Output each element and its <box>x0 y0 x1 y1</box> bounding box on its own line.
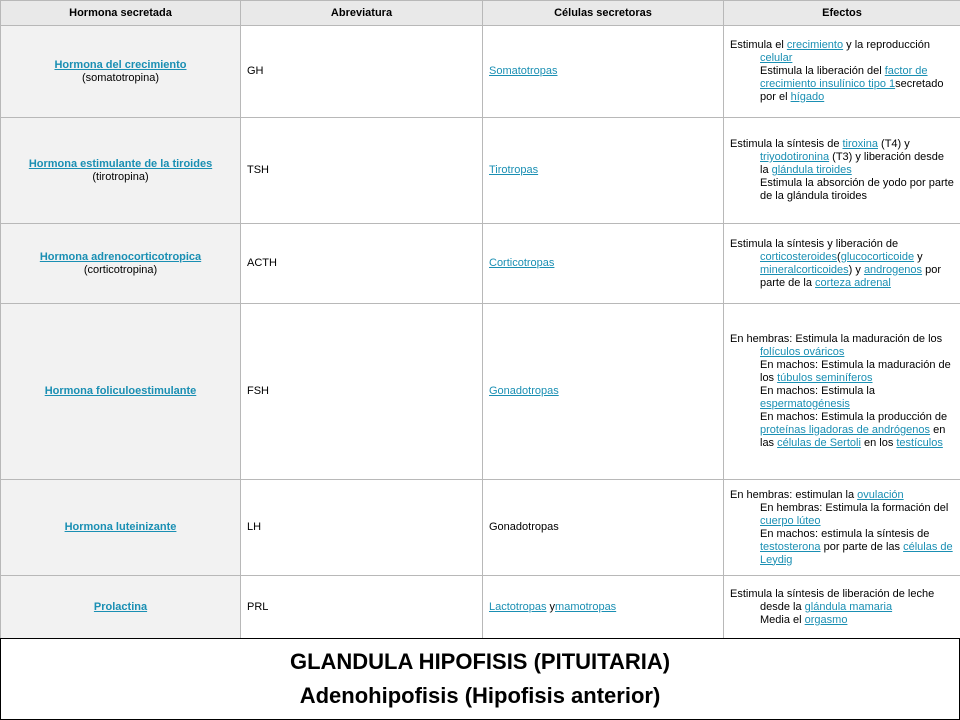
effect-line <box>730 614 954 627</box>
inline-text: por parte de las <box>820 540 904 553</box>
effect-line <box>730 359 954 385</box>
slide-subtitle: Adenohipofisis (Hipofisis anterior) <box>299 683 661 708</box>
effect-line <box>730 39 954 65</box>
secretory-cells-cell <box>483 224 724 304</box>
inline-text: y la reproducción <box>843 39 930 51</box>
inline-text: y <box>914 250 923 263</box>
inline-text: En machos: estimula la síntesis de <box>760 527 930 540</box>
header-hormona: Hormona secretada <box>1 1 241 26</box>
hormone-name-cell <box>1 576 241 640</box>
secretory-cells-cell <box>483 118 724 224</box>
inline-text: En hembras: Estimula la formación del <box>760 501 949 514</box>
effects-cell <box>724 480 960 576</box>
inline-link[interactable]: folículos ováricos <box>760 346 845 358</box>
inline-text: Gonadotropas <box>489 521 559 533</box>
inline-link[interactable]: factor de crecimiento insulínico tipo 1 <box>760 65 928 90</box>
inline-text: En machos: Estimula la maduración de los <box>760 359 951 384</box>
effect-line <box>730 238 954 290</box>
inline-text: en los <box>860 437 897 449</box>
inline-text: (T3) y liberación desde la <box>760 151 945 176</box>
inline-link[interactable]: testosterona <box>760 540 821 553</box>
hormone-name-cell <box>1 26 241 118</box>
effects-cell <box>724 304 960 480</box>
inline-text: ( <box>837 250 841 263</box>
inline-link[interactable]: mamotropas <box>555 601 617 613</box>
hormone-alias: (corticotropina) <box>83 263 158 276</box>
effect-line <box>730 177 954 203</box>
table-row <box>1 480 960 576</box>
inline-text: Estimula el <box>730 39 787 51</box>
table-row <box>1 26 960 118</box>
hormone-name-cell <box>1 118 241 224</box>
effects-cell <box>724 224 960 304</box>
inline-text: y <box>546 601 556 613</box>
hormone-name-cell <box>1 304 241 480</box>
inline-link[interactable]: orgasmo <box>804 614 848 626</box>
hormone-name-link[interactable]: Hormona luteinizante <box>64 521 177 533</box>
inline-link[interactable]: tiroxina <box>842 138 878 150</box>
inline-link[interactable]: corticosteroides <box>760 250 838 263</box>
inline-text: Media el <box>760 614 805 626</box>
hormone-name-link[interactable]: Hormona adrenocorticotropica <box>39 250 202 263</box>
inline-link[interactable]: Tirotropas <box>489 164 539 176</box>
effect-line <box>730 138 954 177</box>
inline-text: en las <box>760 424 946 449</box>
effects-cell <box>724 118 960 224</box>
inline-link[interactable]: androgenos <box>863 263 923 276</box>
inline-text: Estimula la liberación del <box>760 65 885 77</box>
hormone-alias: (tirotropina) <box>92 170 149 183</box>
inline-text: secretado por el <box>760 78 944 103</box>
inline-link[interactable]: túbulos seminíferos <box>777 372 873 384</box>
inline-link[interactable]: glucocorticoide <box>840 250 915 263</box>
inline-link[interactable]: Gonadotropas <box>489 385 559 397</box>
hormone-name-link[interactable]: Hormona del crecimiento <box>54 58 187 71</box>
effect-line <box>730 588 954 614</box>
secretory-cells-cell <box>483 576 724 640</box>
inline-link[interactable]: Lactotropas <box>489 601 547 613</box>
table-row <box>1 118 960 224</box>
secretory-cells-cell <box>483 26 724 118</box>
inline-text: Estimula la síntesis de <box>730 138 843 150</box>
inline-link[interactable]: Somatotropas <box>489 65 558 77</box>
inline-text: Estimula la absorción de yodo por parte de la glándula tiroides <box>760 177 954 202</box>
inline-text: ) y <box>848 263 864 276</box>
abbreviation-cell: TSH <box>241 118 483 224</box>
table-row <box>1 304 960 480</box>
inline-link[interactable]: espermatogénesis <box>760 398 850 410</box>
inline-text: Estimula la síntesis de liberación de leche desde la <box>730 588 935 613</box>
inline-link[interactable]: testículos <box>896 437 943 449</box>
inline-text: Estimula la síntesis y liberación de <box>730 237 899 250</box>
table-header-row <box>1 1 960 26</box>
inline-text: En hembras: estimulan la <box>730 488 858 501</box>
inline-link[interactable]: glándula tiroides <box>771 164 852 176</box>
inline-link[interactable]: Corticotropas <box>489 257 555 269</box>
hormone-name-link[interactable]: Hormona estimulante de la tiroides <box>28 157 213 170</box>
inline-link[interactable]: corteza adrenal <box>815 276 891 289</box>
inline-text: (T4) y <box>877 138 910 150</box>
inline-link[interactable]: mineralcorticoides <box>760 263 849 276</box>
effect-line <box>730 411 954 450</box>
abbreviation-cell: LH <box>241 480 483 576</box>
inline-link[interactable]: proteínas ligadoras de andrógenos <box>760 424 931 436</box>
header-celulas: Células secretoras <box>483 1 724 26</box>
effects-cell <box>724 576 960 640</box>
hormone-alias: (somatotropina) <box>81 71 160 84</box>
effects-cell <box>724 26 960 118</box>
effect-line <box>730 65 954 104</box>
effect-line <box>730 528 954 567</box>
slide-title: GLANDULA HIPOFISIS (PITUITARIA) <box>289 649 671 674</box>
inline-link[interactable]: ovulación <box>857 488 904 501</box>
abbreviation-cell: ACTH <box>241 224 483 304</box>
inline-text: En machos: Estimula la <box>760 385 875 397</box>
abbreviation-cell: PRL <box>241 576 483 640</box>
slide-title-box <box>0 638 960 720</box>
inline-link[interactable]: triyodotironina <box>760 151 830 163</box>
hormone-name-link[interactable]: Prolactina <box>93 601 148 613</box>
abbreviation-cell: FSH <box>241 304 483 480</box>
hormone-name-cell <box>1 224 241 304</box>
table-row <box>1 224 960 304</box>
header-efectos: Efectos <box>724 1 960 26</box>
hormone-name-cell <box>1 480 241 576</box>
inline-link[interactable]: células de Leydig <box>760 540 953 566</box>
secretory-cells-cell <box>483 304 724 480</box>
inline-link[interactable]: células de Sertoli <box>777 437 861 449</box>
inline-link[interactable]: hígado <box>790 91 825 103</box>
inline-text: por parte de la <box>760 263 942 289</box>
effect-line <box>730 489 954 502</box>
abbreviation-cell: GH <box>241 26 483 118</box>
table-row <box>1 576 960 640</box>
effect-line <box>730 502 954 528</box>
hormone-name-link[interactable]: Hormona foliculoestimulante <box>44 385 197 397</box>
inline-link[interactable]: glándula mamaria <box>804 601 893 613</box>
effect-line <box>730 385 954 411</box>
header-abreviatura: Abreviatura <box>241 1 483 26</box>
secretory-cells-cell <box>483 480 724 576</box>
inline-text: En hembras: Estimula la maduración de los <box>730 333 943 345</box>
inline-link[interactable]: crecimiento <box>786 39 844 51</box>
inline-link[interactable]: cuerpo lúteo <box>760 514 821 527</box>
inline-text: En machos: Estimula la producción de <box>760 411 948 423</box>
inline-link[interactable]: celular <box>760 52 793 64</box>
effect-line <box>730 333 954 359</box>
